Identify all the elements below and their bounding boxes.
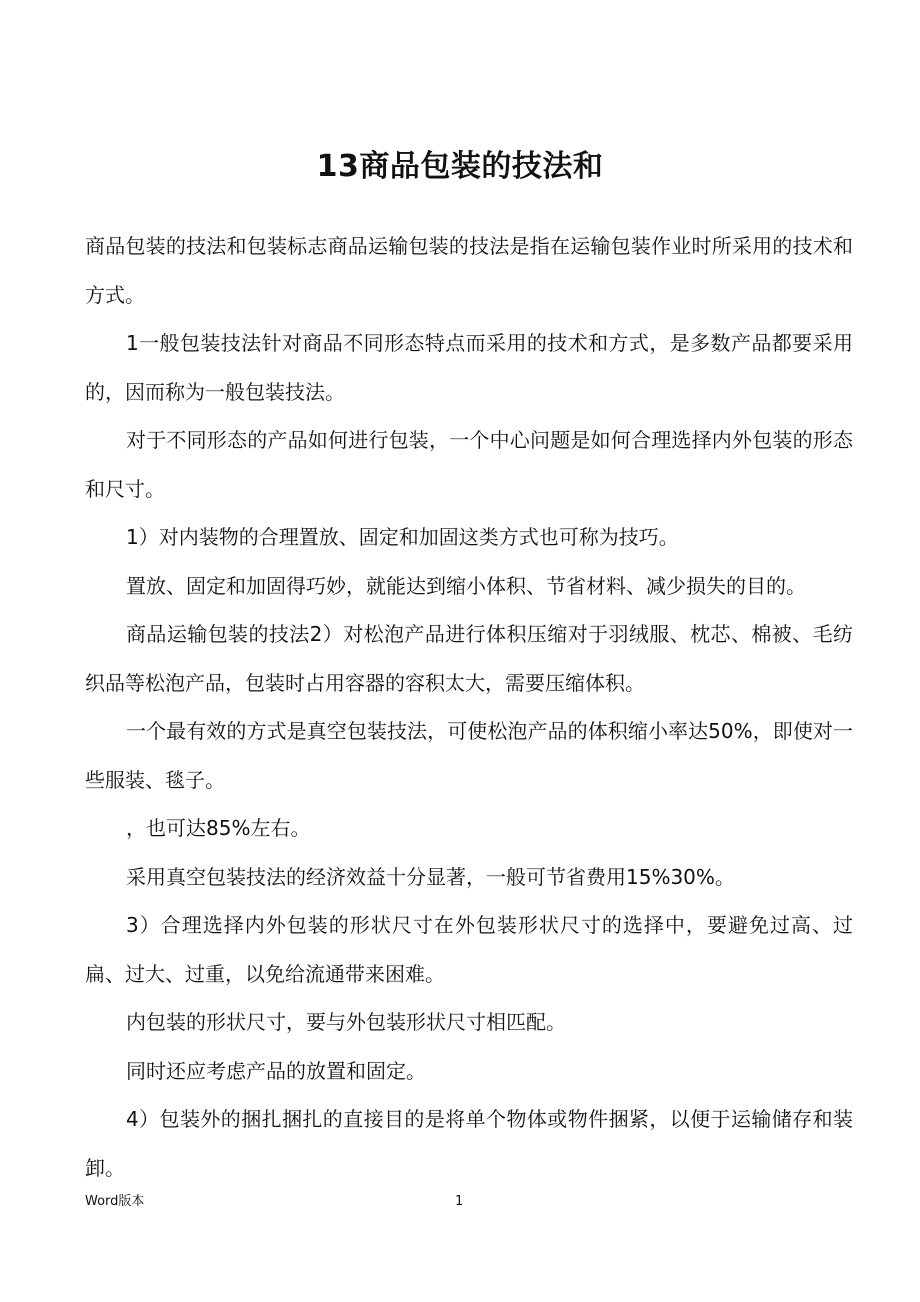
paragraph: 内包装的形状尺寸，要与外包装形状尺寸相匹配。 [126, 1010, 566, 1034]
paragraph: 商品运输包装的技法2）对松泡产品进行体积压缩对于羽绒服、枕芯、棉被、毛纺织品等松泡产品，包装时占用容器的容积太大，需要压缩体积。 [85, 622, 853, 695]
paragraph: 1）对内装物的合理置放、固定和加固这类方式也可称为技巧。 [126, 525, 679, 549]
paragraph: 采用真空包装技法的经济效益十分显著，一般可节省费用15%30%。 [126, 864, 735, 889]
page-number: 1 [455, 1194, 464, 1209]
paragraph: 同时还应考虑产品的放置和固定。 [126, 1058, 426, 1083]
document-body [85, 222, 853, 1192]
paragraph-intro: 商品包装的技法和包装标志商品运输包装的技法是指在运输包装作业时所采用的技术和方式。 [85, 234, 853, 307]
paragraph: 4）包装外的捆扎捆扎的直接目的是将单个物体或物件捆紧，以便于运输储存和装卸。 [85, 1107, 853, 1180]
paragraph: 1一般包装技法针对商品不同形态特点而采用的技术和方式，是多数产品都要采用的，因而称为一般包装技法。 [85, 331, 853, 404]
footer-label: Word版本 [85, 1194, 145, 1209]
paragraph: 置放、固定和加固得巧妙，就能达到缩小体积、节省材料、减少损失的目的。 [126, 573, 806, 598]
paragraph: 一个最有效的方式是真空包装技法，可使松泡产品的体积缩小率达50%，即使对一些服装、毯子。 [85, 719, 853, 792]
paragraph: 对于不同形态的产品如何进行包装，一个中心问题是如何合理选择内外包装的形态和尺寸。 [85, 428, 853, 501]
paragraph: ，也可达85%左右。 [126, 816, 311, 840]
document-title: 13商品包装的技法和 [316, 149, 604, 184]
paragraph: 3）合理选择内外包装的形状尺寸在外包装形状尺寸的选择中，要避免过高、过扁、过大、过重，以免给流通带来困难。 [85, 913, 853, 986]
